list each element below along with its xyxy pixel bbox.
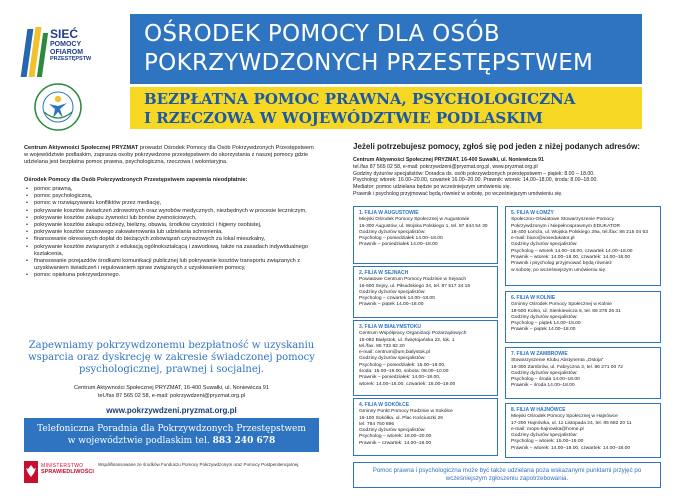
branch-line: Pokrzywdzonym i Niepełnosprawnym EDUKATOR bbox=[511, 223, 621, 229]
branch-title: 1. FILIA W AUGUSTOWIE bbox=[359, 210, 419, 216]
list-item: • finansowanie przejazdów środkami komunikacji publicznej lub pokrywanie kosztów transportu związanych z uzyskiwaniem świadczeń i regulowaniem spraw związanych z uzyskiwaniem pomocy, bbox=[24, 258, 319, 272]
list-item: • pomoc psychologiczną, bbox=[24, 193, 319, 200]
branch-line: Społeczno-Oświatowe Stowarzyszenie Pomocy bbox=[511, 217, 615, 223]
branch-line: e-mail: mops-hajnowka@home.pl bbox=[511, 426, 584, 432]
branch-line: 16-500 Sejny, ul. Piłsudskiego 34, tel. 87 517 34 15 bbox=[359, 283, 471, 289]
branch-line: Stowarzyszenie Klubu Abstynenta „Ostoja” bbox=[511, 358, 604, 364]
branch-line: Godziny dyżurów specjalistów: bbox=[511, 370, 578, 376]
ministry-logo bbox=[24, 457, 94, 487]
branch-line: Prawnik – wtorek: 14.00–18.00, czwartek: 14.00–18.00 bbox=[511, 255, 631, 261]
branch-line: Godziny dyżurów specjalistów: bbox=[359, 229, 426, 235]
logo-line-2: POMOCY bbox=[50, 41, 82, 48]
network-logo bbox=[22, 25, 102, 85]
ministry-line-2: SPRAWIEDLIWOŚCI bbox=[41, 469, 94, 475]
list-item: • pokrywanie kosztów świadczeń zdrowotnych oraz wyrobów medycznych, niezbędnych w procesie leczniczym, bbox=[24, 208, 319, 215]
branch-line: Psycholog – poniedziałek: 15.00–19.00, bbox=[359, 362, 446, 368]
branch-line: Psycholog – wtorek: 16.00–20.00 bbox=[359, 434, 432, 440]
subtitle-line-2: I RZECZOWA W WOJEWÓDZTWIE PODLASKIM bbox=[144, 109, 543, 127]
eagle-emblem-icon bbox=[24, 461, 38, 483]
title-line-2: POKRZYWDZONYCH PRZESTĘPSTWEM bbox=[144, 50, 594, 76]
main-office-line: Godziny dyżurów specjalistów: Doradca ds. osób pokrzywdzonych przestępstwem – piątek: 8.00 – 18.00. bbox=[353, 170, 595, 177]
branch-line: Miejski Ośrodek Pomocy Społecznej w Augustowie bbox=[359, 217, 470, 223]
branch-card-lomza bbox=[505, 206, 661, 286]
branch-line: 18-400 Łomża, ul. Wojska Polskiego 29a, tel./fax: 86 215 04 63 bbox=[511, 229, 648, 235]
branch-line: 18-500 Kolno, ul. Sienkiewicza 5, tel. 86 278 26 31 bbox=[511, 308, 621, 314]
branch-line: Godziny dyżurów specjalistów: bbox=[511, 242, 578, 248]
page-subtitle bbox=[130, 87, 642, 129]
services-list bbox=[24, 186, 319, 280]
branch-line: Psycholog – poniedziałek 14.00–18.00 bbox=[359, 236, 443, 242]
branch-line: Psycholog – wtorek 14.00–18.00, czwartek 14.00–18.00 bbox=[511, 248, 633, 254]
branch-line: Psycholog – czwartek 14.00–18.00 bbox=[359, 296, 435, 302]
branch-line: Gminny Punkt Pomocy Rodzinie w Sokółce bbox=[359, 409, 453, 415]
addresses-heading: Jeżeli potrzebujesz pomocy, zgłoś się pod jeden z niżej podanych adresów: bbox=[353, 142, 641, 151]
logo-line-4: PRZESTĘPSTW bbox=[50, 56, 92, 62]
contact-block bbox=[24, 385, 319, 400]
branch-title: 2. FILIA W SEJNACH bbox=[359, 270, 409, 276]
branch-line: 17-200 Hajnówka, ul. 11 Listopada 24, tel. 85 682 20 11 bbox=[511, 420, 632, 426]
intro-text: prowadzi Ośrodek Pomocy dla Osób Pokrzywdzonych Przestępstwem w województwie podlaskim, zaprasza osoby pokrzywdzone przestępstwem do skorzystania z naszej pomocy gdzie udzielana jest bezpłatna pomoc prawna, psychologiczna, rzeczowa i wolontaryjna. bbox=[24, 145, 314, 166]
branch-line: Godziny dyżurów specjalistów: bbox=[511, 433, 578, 439]
pryzmat-badge-icon bbox=[24, 82, 92, 132]
intro-org-name: Centrum Aktywności Społecznej PRYZMAT bbox=[24, 145, 139, 151]
branch-line: Gminny Ośrodek Pomocy Społecznej w Kolnie bbox=[511, 302, 612, 308]
branch-line: tel./fax. 85 732 82 20 bbox=[359, 343, 405, 349]
list-item: • pokrywanie kosztów czasowego zakwaterowania lub udzielania schronienia, bbox=[24, 229, 319, 236]
branch-title: 7. FILIA W ZAMBROWIE bbox=[511, 351, 568, 357]
services-heading: Ośrodek Pomocy dla Osób Pokrzywdzonych Przestępstwem zapewnia nieodpłatnie: bbox=[24, 177, 248, 183]
branch-line: Psycholog – wtorek: 15.00–19.00 bbox=[511, 439, 584, 445]
branch-card-zambrow bbox=[505, 347, 661, 399]
branch-line: Prawnik i psycholog przyjmować będą również bbox=[511, 261, 612, 267]
logo-line-3: OFIAROM bbox=[50, 49, 84, 56]
branch-line: Godziny dyżurów specjalistów: bbox=[359, 289, 426, 295]
branch-line: e-mail: biuro@sosedukator.pl bbox=[511, 236, 575, 242]
branch-card-bialystok bbox=[353, 320, 498, 396]
contact-phone: tel./fax 87 565 02 58, e-mail: pokrzywdzeni@pryzmat.org.pl bbox=[97, 392, 246, 399]
slogan: Zapewniamy pokrzywdzonemu bezpłatność w uzyskaniu wsparcia oraz dyskrecję w zakresie świadczonej pomocy psychologicznej, prawnej i socjalnej. bbox=[28, 340, 315, 375]
branch-card-hajnowka bbox=[505, 403, 661, 458]
website-link[interactable]: www.pokrzywdzeni.pryzmat.org.pl bbox=[106, 406, 237, 415]
list-item: • pomoc prawną, bbox=[24, 186, 319, 193]
branch-line: Prawnik – wtorek: 14.00–18.00, czwartek: 14.00–18.00 bbox=[511, 445, 631, 451]
branch-line: w sobotę, po wcześniejszym umówieniu się. bbox=[511, 267, 607, 273]
branch-line: 15-082 Białystok, ul. Świętojańska 22, lok. 1 bbox=[359, 337, 455, 343]
branch-line: Prawnik – piątek 14.00–18.00 bbox=[359, 302, 424, 308]
branch-line: 18-300 Zambrów, ul. Fabryczna 3, tel. 86 271 00 72 bbox=[511, 364, 624, 370]
helpline-line-1: Telefoniczna Poradnia dla Pokrzywdzonych Przestępstwem bbox=[37, 424, 306, 434]
branch-line: Godziny dyżurów specjalistów: bbox=[359, 428, 426, 434]
branch-line: Psycholog – środa 14.00–18.00 bbox=[511, 377, 580, 383]
branch-line: Powiatowe Centrum Pomocy Rodzinie w Sejnach bbox=[359, 277, 467, 283]
branch-line: tel. 784 750 896 bbox=[359, 421, 395, 427]
logo-line-1: SIEĆ bbox=[50, 27, 79, 41]
contact-address: Centrum Aktywności Społecznej PRYZMAT, 16-400 Suwałki, ul. Noniewicza 91 bbox=[73, 385, 270, 391]
helpline-box bbox=[24, 418, 319, 452]
logo-stripes-icon bbox=[22, 25, 46, 80]
branch-title: 5. FILIA W ŁOMŻY bbox=[511, 210, 554, 216]
branch-card-augustow bbox=[353, 206, 498, 264]
main-office-line: Centrum Aktywności Społecznej PRYZMAT, 16-400 Suwałki, ul. Noniewicza 91 bbox=[353, 157, 544, 163]
helpline-number[interactable]: 883 240 678 bbox=[212, 436, 276, 446]
main-office-line: Prawnik i psycholog przyjmować będą również w sobotę, po wcześniejszym umówieniu się. bbox=[353, 190, 563, 197]
page-title bbox=[130, 14, 642, 84]
branch-line: środa: 15.00–19.00, sobota: 08.00–10.00 bbox=[359, 369, 449, 375]
main-office-line: tel./fax 87 565 02 58, e-mail: pokrzywdzeni@pryzmat.org.pl, www.pryzmat.org.pl bbox=[353, 163, 538, 170]
branch-title: 6. FILIA W KOLNIE bbox=[511, 295, 556, 301]
list-item: • pomoc w rozwiązywaniu konfliktów przez mediację, bbox=[24, 200, 319, 207]
main-office-info bbox=[353, 157, 661, 198]
branch-line: Miejski Ośrodek Pomocy Społecznej w Hajnówce bbox=[511, 414, 618, 420]
title-line-1: OŚRODEK POMOCY DLA OSÓB bbox=[144, 21, 500, 47]
branch-line: Godziny dyżurów specjalistów: bbox=[359, 356, 426, 362]
branch-line: Prawnik – czwartek: 14.00–18.00 bbox=[359, 440, 432, 446]
branch-card-kolno bbox=[505, 291, 661, 343]
funding-note: Współfinansowane ze środków Funduszu Pomocy Pokrzywdzonym oraz Pomocy Postpenitencjarnej. bbox=[98, 462, 300, 467]
branch-line: Godziny dyżurów specjalistów: bbox=[511, 314, 578, 320]
branch-line: e-mail: centrum@um.bialystok.pl bbox=[359, 350, 431, 356]
main-office-line: Psycholog: wtorek: 16.00–20.00, czwartek 16.00–20.00. Prawnik: wtorek: 14.00–18.00, środa: 8.00–18.00. bbox=[353, 177, 598, 184]
list-item: • pomoc opiekuna pokrzywdzonego. bbox=[24, 272, 319, 279]
list-item: • pokrywanie kosztów związanych z edukacją ogólnokształcącą i zawodową, także na zasadach indywidualnego kształcenia, bbox=[24, 244, 319, 258]
branch-card-sejny bbox=[353, 266, 498, 318]
branch-title: 3. FILIA W BIAŁYMSTOKU bbox=[359, 324, 421, 330]
list-item: • pokrywanie kosztów zakupu odzieży, bielizny, obuwia, środków czystości i higieny osobistej, bbox=[24, 222, 319, 229]
subtitle-line-1: BEZPŁATNA POMOC PRAWNA, PSYCHOLOGICZNA bbox=[144, 90, 576, 108]
helpline-line-2: w województwie podlaskim tel. bbox=[67, 436, 210, 446]
ministry-line-1: MINISTERSTWO bbox=[41, 463, 84, 469]
branch-line: Prawnik – poniedziałek 14.00–18.00 bbox=[359, 242, 438, 248]
bottom-note: Pomoc prawna i psychologiczna może być także udzielana poza wskazanymi punktami przyjęć po wcześniejszym zgłoszeniu zapotrzebowania. bbox=[353, 462, 661, 488]
branch-line: Prawnik – poniedziałek: 14.00–18.00, bbox=[359, 375, 441, 381]
branch-line: Centrum Współpracy Organizacji Pozarządowych bbox=[359, 331, 467, 337]
branch-line: wtorek: 14.00–18.00, czwartek: 15.00–19.00 bbox=[359, 381, 456, 387]
branch-line: Psycholog – piątek 14.00–18.00 bbox=[511, 321, 581, 327]
intro-paragraph bbox=[24, 145, 319, 167]
main-office-line: Mediator: pomoc udzielana będzie po wcześniejszym umówieniu się. bbox=[353, 184, 512, 191]
branch-line: Prawnik – środa 14.00–18.00 bbox=[511, 383, 575, 389]
branch-title: 4. FILIA W SOKÓŁCE bbox=[359, 402, 410, 408]
branch-line: Prawnik – piątek 14.00–18.00 bbox=[511, 327, 576, 333]
list-item: • pokrywanie kosztów zakupu żywności lub bonów żywnościowych, bbox=[24, 215, 319, 222]
list-item: • finansowanie okresowych dopłat do bieżących zobowiązań czynszowych za lokal mieszkalny, bbox=[24, 236, 319, 243]
branch-title: 8. FILIA W HAJNÓWCE bbox=[511, 407, 566, 413]
pryzmat-logo bbox=[24, 82, 92, 132]
branch-line: 16-100 Sokółka, ul. Plac Kościuszki 26 bbox=[359, 415, 444, 421]
branch-line: 16-300 Augustów, ul. Wojska Polskiego 1, tel. 87 644 54 30 bbox=[359, 223, 488, 229]
branch-card-sokolka bbox=[353, 398, 498, 456]
